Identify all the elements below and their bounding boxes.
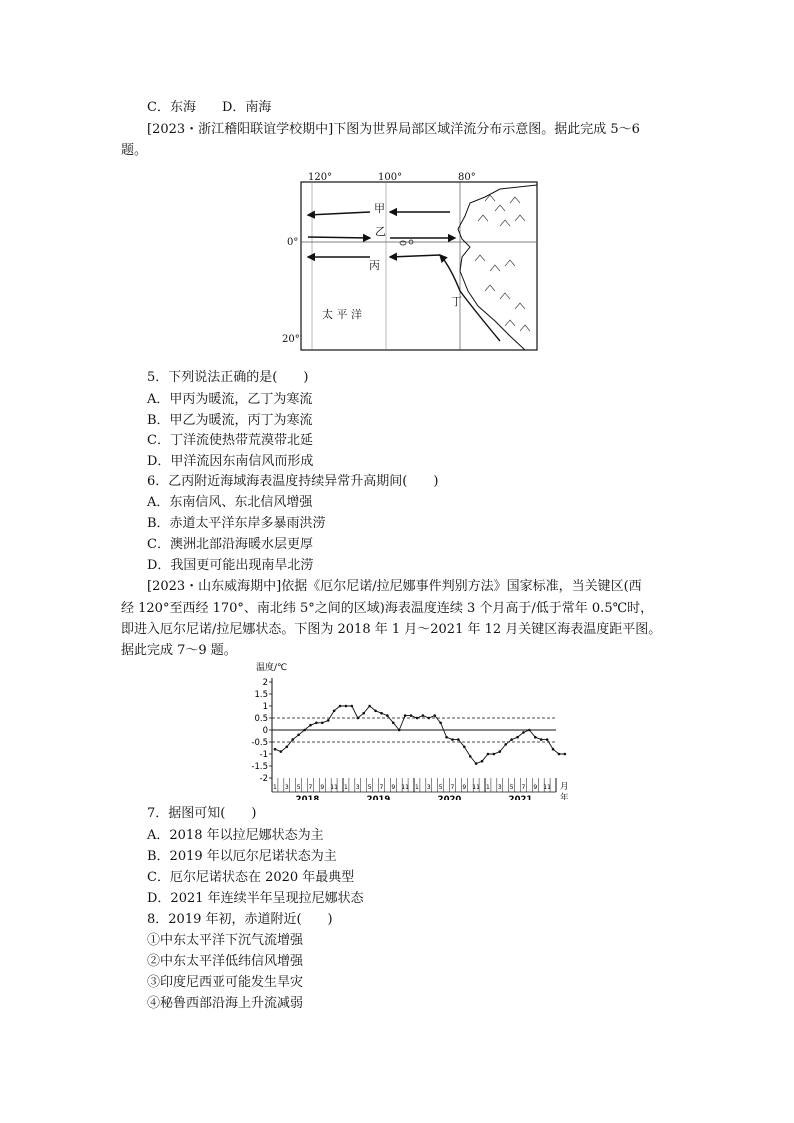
month-label: 9 [462,784,467,791]
data-point [463,746,466,749]
question-8: 8．2019 年初，赤道附近( ) [147,912,333,927]
data-point [439,722,442,725]
intro-2a: [2023・山东威海期中]依据《厄尔尼诺/拉尼娜事件判别方法》国家标准，当关键区(西 [147,579,642,594]
data-point [564,753,567,756]
data-point [368,705,371,708]
month-label: 9 [391,784,396,791]
lat-label-20: 20° [282,334,300,345]
y-tick-label: 0 [262,726,268,736]
data-point [339,705,342,708]
month-label: 11 [330,784,338,791]
y-tick-label: -1.5 [251,762,268,772]
data-point [303,729,306,732]
year-label: 2018 [295,795,320,800]
month-label: 11 [543,784,551,791]
data-point [487,753,490,756]
year-label: 2021 [508,795,533,800]
intro-1b: 题。 [121,143,148,158]
data-point [540,738,543,741]
question-7: 7．据图可知( ) [147,806,257,821]
data-point [427,717,430,720]
q6-option-a: A．东南信风、东北信风增强 [147,495,313,510]
data-point [392,722,395,725]
data-point [410,714,413,717]
data-point [285,746,288,749]
data-point [516,736,519,739]
month-label: 5 [296,784,301,791]
chart-svg [250,660,580,800]
lon-label-100: 100° [378,172,403,183]
q5-option-d: D．甲洋流因东南信风而形成 [147,454,314,469]
q8-item-2: ②中东太平洋低纬信风增强 [147,954,304,969]
year-label: 2019 [366,795,391,800]
data-point [345,705,348,708]
series-line [275,706,565,764]
data-point [351,705,354,708]
data-point [546,738,549,741]
data-point [558,753,561,756]
current-label-ding: 丁 [451,295,462,308]
question-5: 5．下列说法正确的是( ) [147,370,309,385]
data-point [445,736,448,739]
data-point [498,750,501,753]
month-label: 1 [486,784,490,791]
sst-anomaly-chart [250,660,580,800]
month-label: 3 [284,784,289,791]
intro-1a: [2023・浙江稽阳联谊学校期中]下图为世界局部区域洋流分布示意图。据此完成 5～6 [147,122,640,137]
data-point [522,731,525,734]
y-tick-label: 1.5 [254,690,268,700]
month-label: 7 [450,784,455,791]
month-label: 7 [521,784,526,791]
month-label: 5 [367,784,372,791]
data-point [528,729,531,732]
data-point [274,748,277,751]
month-label: 7 [379,784,384,791]
data-point [280,750,283,753]
intro-2c: 即进入厄尔尼诺/拉尼娜状态。下图为 2018 年 1 月～2021 年 12 月关键区海表温度距平图。 [121,622,662,637]
intro-2b: 经 120°至西经 170°、南北纬 5°之间的区域)海表温度连续 3 个月高于/低于常年 0.5℃时， [121,601,654,616]
data-point [297,734,300,737]
question-6: 6．乙丙附近海域海表温度持续异常升高期间( ) [147,474,439,489]
x-axis-label-year: 年 [560,793,569,800]
data-point [291,738,294,741]
month-label: 3 [355,784,360,791]
data-point [475,762,478,765]
year-label: 2020 [437,795,462,800]
y-tick-label: -0.5 [251,738,268,748]
data-point [481,760,484,763]
q5-option-b: B．甲乙为暖流，丙丁为寒流 [147,413,313,428]
data-point [510,738,513,741]
month-label: 1 [415,784,419,791]
data-point [422,714,425,717]
data-point [404,714,407,717]
q7-option-a: A．2018 年以拉尼娜状态为主 [147,828,324,843]
data-point [327,719,330,722]
y-tick-label: 1 [262,702,268,712]
q8-item-4: ④秘鲁西部沿海上升流减弱 [147,996,304,1011]
y-tick-label: 2 [262,678,268,688]
month-label: 9 [320,784,325,791]
intro-2d: 据此完成 7～9 题。 [121,643,237,658]
data-point [493,753,496,756]
data-point [362,712,365,715]
data-point [386,714,389,717]
month-label: 1 [344,784,348,791]
data-point [356,717,359,720]
data-point [504,743,507,746]
ocean-current-map [282,172,538,351]
current-label-bing: 丙 [369,259,380,272]
y-tick-label: 0.5 [254,714,268,724]
q5-option-a: A．甲丙为暖流，乙丁为寒流 [147,392,313,407]
data-point [315,722,318,725]
q6-option-b: B．赤道太平洋东岸多暴雨洪涝 [147,516,326,531]
data-point [380,712,383,715]
data-point [433,714,436,717]
month-label: 11 [472,784,480,791]
q5-option-c: C．丁洋流使热带荒漠带北延 [147,433,313,448]
lat-label-0: 0° [287,237,299,248]
data-point [552,748,555,751]
month-label: 11 [401,784,409,791]
current-label-jia: 甲 [374,202,385,215]
q6-option-d: D．我国更可能出现南旱北涝 [147,558,314,573]
current-label-yi: 乙 [375,225,386,238]
y-axis-label: 温度/℃ [256,663,288,673]
month-label: 7 [308,784,313,791]
month-label: 3 [497,784,502,791]
data-point [321,722,324,725]
q8-item-3: ③印度尼西亚可能发生旱灾 [147,975,304,990]
data-point [309,724,312,727]
data-point [457,738,460,741]
data-point [374,710,377,713]
data-point [534,736,537,739]
data-point [333,710,336,713]
x-axis-label-month: 月 [560,782,569,792]
data-point [469,755,472,758]
q4-options: C．东海 D．南海 [147,100,272,115]
map-svg [300,181,538,351]
lon-label-80: 80° [458,172,476,183]
q7-option-d: D．2021 年连续半年呈现拉尼娜状态 [147,891,364,906]
month-label: 5 [438,784,443,791]
ocean-label: 太 平 洋 [322,308,362,321]
y-tick-label: -2 [259,774,268,784]
q7-option-b: B．2019 年以厄尔尼诺状态为主 [147,849,337,864]
data-point [451,738,454,741]
q7-option-c: C．厄尔尼诺状态在 2020 年最典型 [147,870,355,885]
month-label: 3 [426,784,431,791]
y-tick-label: -1 [259,750,268,760]
data-point [398,729,401,732]
q6-option-c: C．澳洲北部沿海暖水层更厚 [147,537,313,552]
month-label: 9 [533,784,538,791]
month-label: 1 [273,784,277,791]
lon-label-120: 120° [308,172,333,183]
q8-item-1: ①中东太平洋下沉气流增强 [147,933,304,948]
month-label: 5 [509,784,514,791]
data-point [416,717,419,720]
